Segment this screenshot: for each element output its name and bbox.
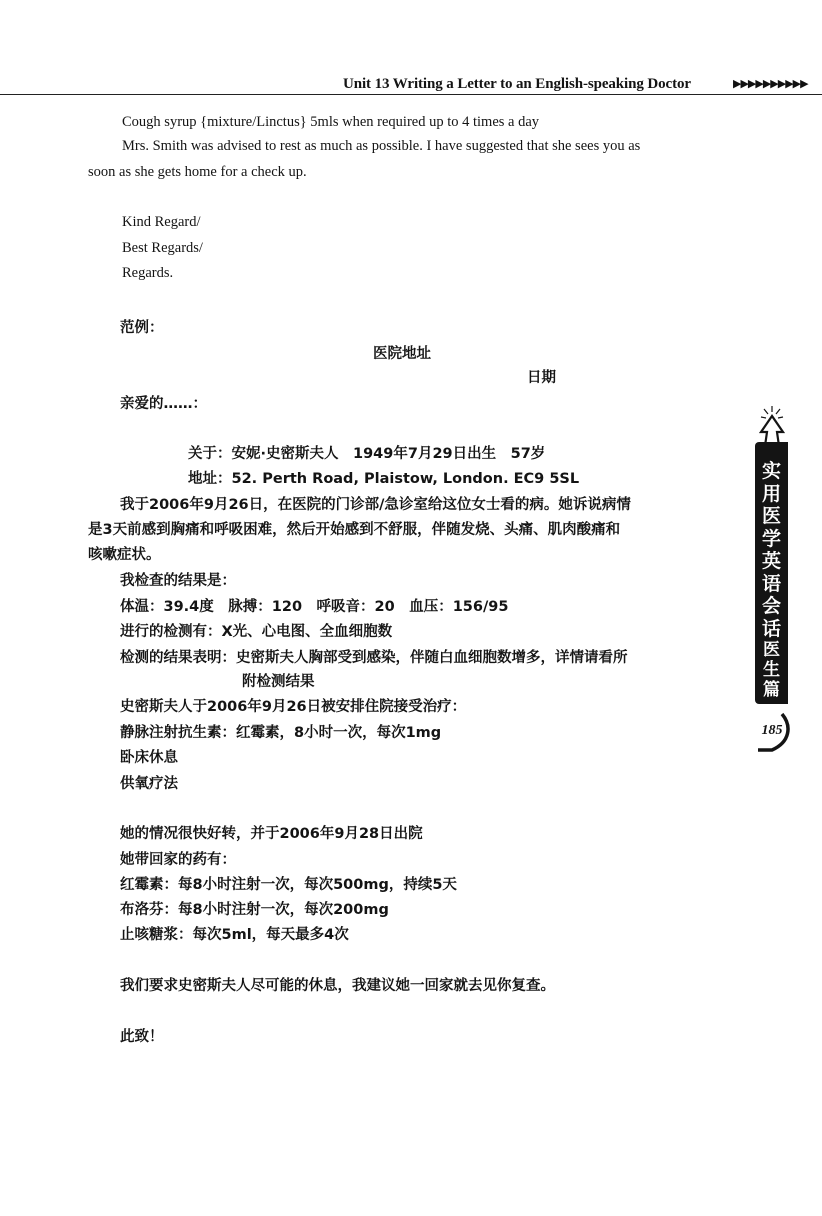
re-line: 关于：安妮·史密斯夫人 1949年7月29日出生 57岁 [188,446,546,462]
side-tab-char: 英 [761,550,781,572]
english-line-rest-advice: Mrs. Smith was advised to rest as much as possible. I have suggested that she sees you as [122,138,641,154]
vitals-line: 体温：39.4度 脉搏：120 呼吸音：20 血压：156/95 [120,599,509,615]
treatment-antibiotics: 静脉注射抗生素：红霉素，8小时一次，每次1mg [120,725,442,741]
medications-intro: 她带回家的药有： [120,852,236,868]
closing-kind-regard: Kind Regard/ [122,214,201,230]
tests-line: 进行的检测有：X光、心电图、全血细胞数 [120,624,393,640]
exam-intro: 我检查的结果是： [120,573,236,589]
paragraph1-line2: 是3天前感到胸痛和呼吸困难，然后开始感到不舒服，伴随发烧、头痛、肌肉酸痛和 [88,522,621,538]
medication-ibuprofen: 布洛芬：每8小时注射一次，每次200mg [120,902,389,918]
side-tab-char: 语 [761,572,781,595]
rest-request-line: 我们要求史密斯夫人尽可能的休息，我建议她一回家就去见你复查。 [120,978,555,994]
results-line1: 检测的结果表明：史密斯夫人胸部受到感染，伴随白血细胞数增多，详情请看所 [120,650,628,666]
hospital-address: 医院地址 [373,346,431,362]
results-line2: 附检测结果 [242,674,315,690]
sample-heading: 范例： [120,320,164,336]
side-tab-char: 话 [761,617,781,640]
side-tab-char: 学 [761,527,781,550]
letter-date: 日期 [527,370,556,386]
page-number: 185 [761,723,783,738]
treatment-oxygen: 供氧疗法 [120,776,178,792]
discharge-line: 她的情况很快好转，并于2006年9月28日出院 [120,826,423,842]
treatment-bed-rest: 卧床休息 [120,750,178,766]
side-tab-arrow-icon [757,404,787,446]
side-tab-subtitle [755,640,788,700]
english-line-check-up: soon as she gets home for a check up. [88,164,307,180]
sign-off: 此致！ [120,1029,164,1045]
paragraph1-line1: 我于2006年9月26日，在医院的门诊部/急诊室给这位女士看的病。她诉说病情 [120,497,631,513]
closing-best-regards: Best Regards/ [122,240,203,256]
english-line-cough-syrup: Cough syrup {mixture/Linctus} 5mls when required up to 4 times a day [122,114,540,130]
side-tab-sub-char: 医 [763,640,780,660]
side-tab-title [755,460,788,640]
running-header-title: Unit 13 Writing a Letter to an English-speaking Doctor [343,76,691,92]
salutation: 亲爱的……： [120,396,207,412]
side-tab-char: 会 [761,595,781,617]
side-tab-sub-char: 生 [763,660,780,680]
side-tab-sub-char: 篇 [763,680,780,700]
patient-address-line: 地址：52. Perth Road, Plaistow, London. EC9 5SL [188,471,580,487]
side-tab-char: 医 [761,505,781,527]
closing-regards: Regards. [122,265,174,281]
side-tab-char: 实 [761,460,781,482]
header-arrows-decoration: ▶▶▶▶▶▶▶▶▶▶ [733,77,808,90]
medication-cough-syrup: 止咳糖浆：每次5ml，每天最多4次 [120,927,349,943]
header-rule [0,94,822,95]
medication-erythromycin: 红霉素：每8小时注射一次，每次500mg，持续5天 [120,877,457,893]
side-tab-char: 用 [761,482,781,505]
paragraph1-line3: 咳嗽症状。 [88,547,161,563]
admission-line: 史密斯夫人于2006年9月26日被安排住院接受治疗： [120,699,467,715]
running-header [0,74,822,96]
